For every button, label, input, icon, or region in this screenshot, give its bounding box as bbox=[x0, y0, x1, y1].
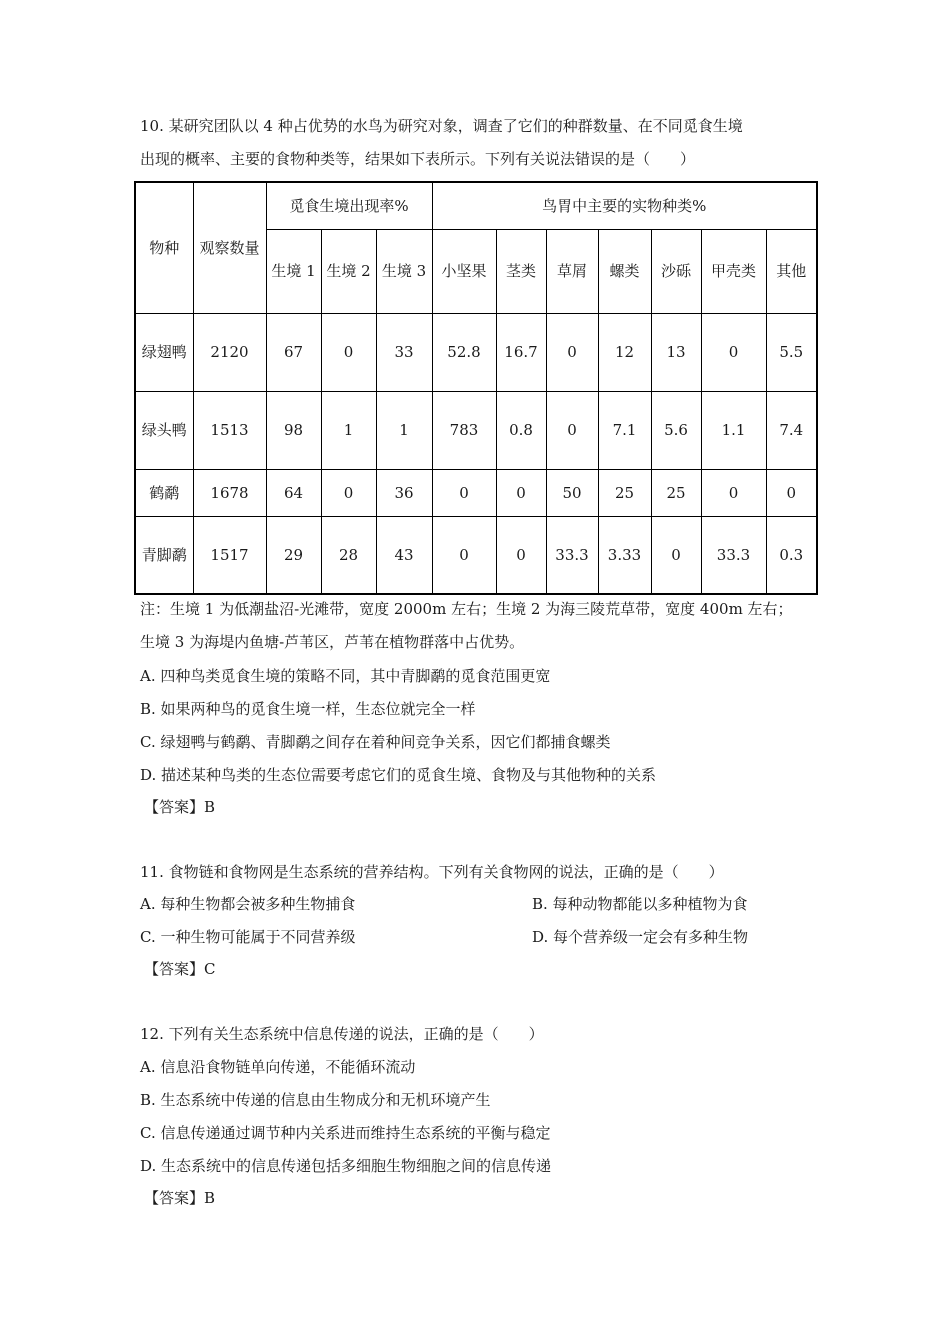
cell: 33.3 bbox=[701, 516, 766, 594]
cell: 0 bbox=[432, 469, 496, 516]
cell: 0 bbox=[546, 391, 598, 469]
q12-option-d: D. 生态系统中的信息传递包括多细胞生物细胞之间的信息传递 bbox=[140, 1157, 552, 1175]
q10-option-d: D. 描述某种鸟类的生态位需要考虑它们的觅食生境、食物及与其他物种的关系 bbox=[140, 766, 657, 784]
cell: 1517 bbox=[193, 516, 266, 594]
cell: 50 bbox=[546, 469, 598, 516]
cell-species: 绿翅鸭 bbox=[135, 313, 193, 391]
q11-option-a: A. 每种生物都会被多种生物捕食 bbox=[140, 895, 356, 913]
header-count: 观察数量 bbox=[193, 182, 266, 313]
subheader: 生境 2 bbox=[321, 229, 376, 313]
q10-stem-line1: 10. 某研究团队以 4 种占优势的水鸟为研究对象，调查了它们的种群数量、在不同觅食生境 bbox=[140, 117, 743, 135]
q11-option-d: D. 每个营养级一定会有多种生物 bbox=[532, 928, 749, 946]
cell: 0 bbox=[766, 469, 817, 516]
table-note-line2: 生境 3 为海堤内鱼塘-芦苇区，芦苇在植物群落中占优势。 bbox=[140, 633, 525, 651]
cell: 0.3 bbox=[766, 516, 817, 594]
q10-option-a: A. 四种鸟类觅食生境的策略不同，其中青脚鹬的觅食范围更宽 bbox=[140, 667, 551, 685]
cell: 5.5 bbox=[766, 313, 817, 391]
cell: 0 bbox=[321, 313, 376, 391]
table-row bbox=[135, 516, 817, 594]
cell: 33 bbox=[376, 313, 432, 391]
cell: 0 bbox=[651, 516, 701, 594]
cell: 0 bbox=[496, 469, 546, 516]
q12-option-a: A. 信息沿食物链单向传递，不能循环流动 bbox=[140, 1058, 416, 1076]
header-species: 物种 bbox=[135, 182, 193, 313]
cell: 7.1 bbox=[598, 391, 651, 469]
cell: 25 bbox=[651, 469, 701, 516]
cell: 7.4 bbox=[766, 391, 817, 469]
subheader: 螺类 bbox=[598, 229, 651, 313]
cell: 1678 bbox=[193, 469, 266, 516]
cell: 29 bbox=[266, 516, 321, 594]
header-food: 鸟胃中主要的实物种类% bbox=[432, 182, 817, 229]
cell: 0 bbox=[546, 313, 598, 391]
cell: 5.6 bbox=[651, 391, 701, 469]
subheader: 沙砾 bbox=[651, 229, 701, 313]
q11-answer: 【答案】C bbox=[144, 960, 216, 978]
header-habitat: 觅食生境出现率% bbox=[266, 182, 432, 229]
cell-species: 青脚鹬 bbox=[135, 516, 193, 594]
q12-option-c: C. 信息传递通过调节种内关系进而维持生态系统的平衡与稳定 bbox=[140, 1124, 551, 1142]
q10-option-b: B. 如果两种鸟的觅食生境一样，生态位就完全一样 bbox=[140, 700, 476, 718]
table-note-line1: 注：生境 1 为低潮盐沼-光滩带，宽度 2000m 左右；生境 2 为海三陵荒草带，宽度 400m 左右； bbox=[140, 600, 793, 618]
subheader: 甲壳类 bbox=[701, 229, 766, 313]
cell: 0 bbox=[701, 313, 766, 391]
cell-species: 绿头鸭 bbox=[135, 391, 193, 469]
q10-stem-line2: 出现的概率、主要的食物种类等，结果如下表所示。下列有关说法错误的是（ ） bbox=[140, 150, 696, 168]
cell: 12 bbox=[598, 313, 651, 391]
cell: 28 bbox=[321, 516, 376, 594]
subheader: 小坚果 bbox=[432, 229, 496, 313]
cell: 0.8 bbox=[496, 391, 546, 469]
cell: 2120 bbox=[193, 313, 266, 391]
cell: 1 bbox=[321, 391, 376, 469]
cell: 3.33 bbox=[598, 516, 651, 594]
subheader: 生境 3 bbox=[376, 229, 432, 313]
table-row bbox=[135, 313, 817, 391]
cell: 0 bbox=[496, 516, 546, 594]
cell-species: 鹤鹬 bbox=[135, 469, 193, 516]
cell: 13 bbox=[651, 313, 701, 391]
cell: 67 bbox=[266, 313, 321, 391]
subheader: 其他 bbox=[766, 229, 817, 313]
cell: 25 bbox=[598, 469, 651, 516]
cell: 783 bbox=[432, 391, 496, 469]
cell: 0 bbox=[701, 469, 766, 516]
cell: 1513 bbox=[193, 391, 266, 469]
cell: 52.8 bbox=[432, 313, 496, 391]
q11-option-b: B. 每种动物都能以多种植物为食 bbox=[532, 895, 748, 913]
cell: 64 bbox=[266, 469, 321, 516]
cell: 0 bbox=[432, 516, 496, 594]
cell: 98 bbox=[266, 391, 321, 469]
q10-answer: 【答案】B bbox=[144, 798, 216, 816]
q12-option-b: B. 生态系统中传递的信息由生物成分和无机环境产生 bbox=[140, 1091, 491, 1109]
subheader: 草屑 bbox=[546, 229, 598, 313]
q12-stem: 12. 下列有关生态系统中信息传递的说法，正确的是（ ） bbox=[140, 1025, 544, 1043]
q12-answer: 【答案】B bbox=[144, 1189, 216, 1207]
cell: 16.7 bbox=[496, 313, 546, 391]
table-row bbox=[135, 469, 817, 516]
subheader: 生境 1 bbox=[266, 229, 321, 313]
cell: 33.3 bbox=[546, 516, 598, 594]
cell: 43 bbox=[376, 516, 432, 594]
bird-data-table bbox=[134, 181, 818, 595]
subheader: 茎类 bbox=[496, 229, 546, 313]
cell: 1.1 bbox=[701, 391, 766, 469]
q11-stem: 11. 食物链和食物网是生态系统的营养结构。下列有关食物网的说法，正确的是（ ） bbox=[140, 863, 724, 881]
cell: 0 bbox=[321, 469, 376, 516]
cell: 36 bbox=[376, 469, 432, 516]
cell: 1 bbox=[376, 391, 432, 469]
q11-option-c: C. 一种生物可能属于不同营养级 bbox=[140, 928, 356, 946]
table-row bbox=[135, 391, 817, 469]
q10-option-c: C. 绿翅鸭与鹤鹬、青脚鹬之间存在着种间竞争关系，因它们都捕食螺类 bbox=[140, 733, 611, 751]
